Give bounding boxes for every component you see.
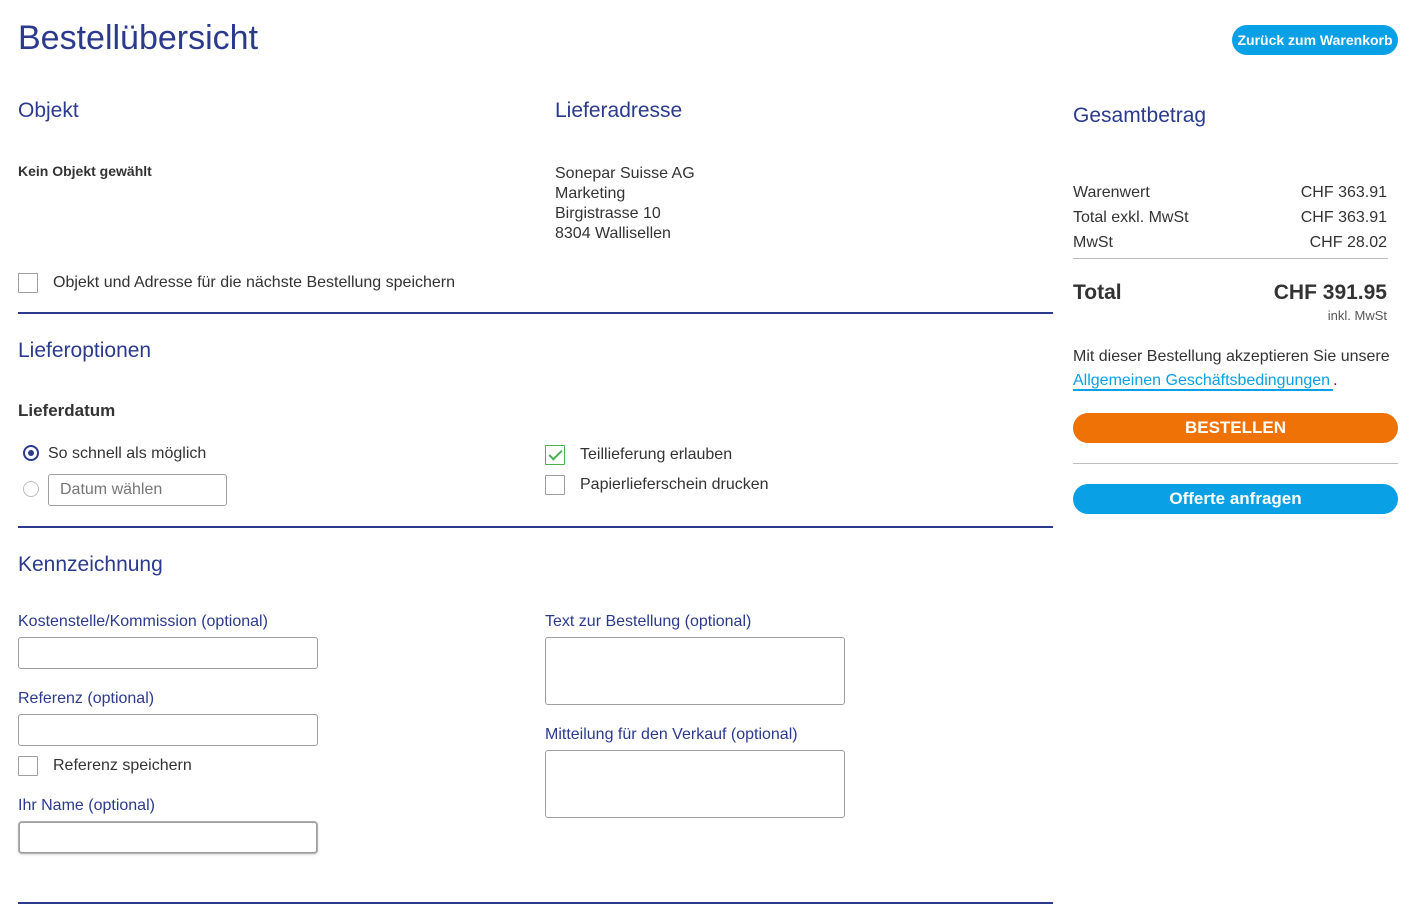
summary-divider bbox=[1073, 258, 1388, 259]
partial-delivery-label: Teillieferung erlauben bbox=[580, 446, 733, 463]
summary-row-value: CHF 28.02 bbox=[1309, 234, 1387, 251]
order-button[interactable]: BESTELLEN bbox=[1073, 413, 1398, 443]
summary-row-label: Warenwert bbox=[1073, 184, 1150, 201]
reference-label: Referenz (optional) bbox=[18, 690, 155, 707]
summary-row-value: CHF 363.91 bbox=[1300, 184, 1387, 201]
request-quote-button[interactable]: Offerte anfragen bbox=[1073, 484, 1398, 514]
address-line: 8304 Wallisellen bbox=[555, 225, 671, 242]
objekt-heading: Objekt bbox=[18, 99, 79, 122]
sales-message-label: Mitteilung für den Verkauf (optional) bbox=[545, 726, 798, 743]
terms-text: Mit dieser Bestellung akzeptieren Sie unsere bbox=[1073, 348, 1390, 365]
asap-label: So schnell als möglich bbox=[48, 445, 207, 462]
button-divider bbox=[1073, 463, 1398, 464]
total-value: CHF 391.95 bbox=[1273, 281, 1387, 304]
save-object-label: Objekt und Adresse für die nächste Bestellung speichern bbox=[53, 274, 456, 291]
date-radio[interactable] bbox=[23, 481, 39, 497]
lieferadresse-heading: Lieferadresse bbox=[555, 99, 683, 122]
cost-center-input[interactable] bbox=[18, 637, 318, 669]
order-text-textarea[interactable] bbox=[545, 637, 845, 705]
total-note: inkl. MwSt bbox=[1327, 308, 1387, 323]
sales-message-textarea[interactable] bbox=[545, 750, 845, 818]
save-reference-label: Referenz speichern bbox=[53, 757, 192, 774]
kennzeichnung-heading: Kennzeichnung bbox=[18, 553, 163, 576]
name-label: Ihr Name (optional) bbox=[18, 797, 155, 814]
name-input[interactable] bbox=[19, 822, 317, 853]
page-title: Bestellübersicht bbox=[18, 19, 259, 57]
summary-heading: Gesamtbetrag bbox=[1073, 104, 1207, 127]
address-block bbox=[555, 164, 695, 244]
section-divider bbox=[18, 312, 1053, 314]
partial-delivery-checkbox[interactable] bbox=[545, 445, 565, 465]
save-reference-checkbox[interactable] bbox=[18, 756, 38, 776]
asap-radio[interactable] bbox=[23, 445, 39, 461]
order-text-label: Text zur Bestellung (optional) bbox=[545, 613, 752, 630]
terms-link[interactable]: Allgemeinen Geschäftsbedingungen bbox=[1073, 372, 1333, 391]
paper-slip-label: Papierlieferschein drucken bbox=[580, 476, 769, 493]
address-line: Sonepar Suisse AG bbox=[555, 165, 695, 182]
date-input[interactable] bbox=[48, 474, 227, 506]
section-divider bbox=[18, 902, 1053, 904]
total-label: Total bbox=[1073, 281, 1122, 304]
summary-row-label: Total exkl. MwSt bbox=[1073, 209, 1189, 226]
objekt-value: Kein Objekt gewählt bbox=[18, 163, 152, 179]
terms-end: . bbox=[1333, 372, 1338, 389]
back-to-cart-button[interactable]: Zurück zum Warenkorb bbox=[1232, 25, 1398, 55]
terms-link-line bbox=[1073, 372, 1338, 390]
cost-center-label: Kostenstelle/Kommission (optional) bbox=[18, 613, 268, 630]
lieferdatum-heading: Lieferdatum bbox=[18, 401, 116, 420]
summary-row-label: MwSt bbox=[1073, 234, 1113, 251]
reference-input[interactable] bbox=[18, 714, 318, 746]
address-line: Birgistrasse 10 bbox=[555, 205, 661, 222]
save-object-checkbox[interactable] bbox=[18, 273, 38, 293]
paper-slip-checkbox[interactable] bbox=[545, 475, 565, 495]
summary-row-value: CHF 363.91 bbox=[1300, 209, 1387, 226]
lieferoptionen-heading: Lieferoptionen bbox=[18, 339, 152, 362]
address-line: Marketing bbox=[555, 185, 626, 202]
section-divider bbox=[18, 526, 1053, 528]
